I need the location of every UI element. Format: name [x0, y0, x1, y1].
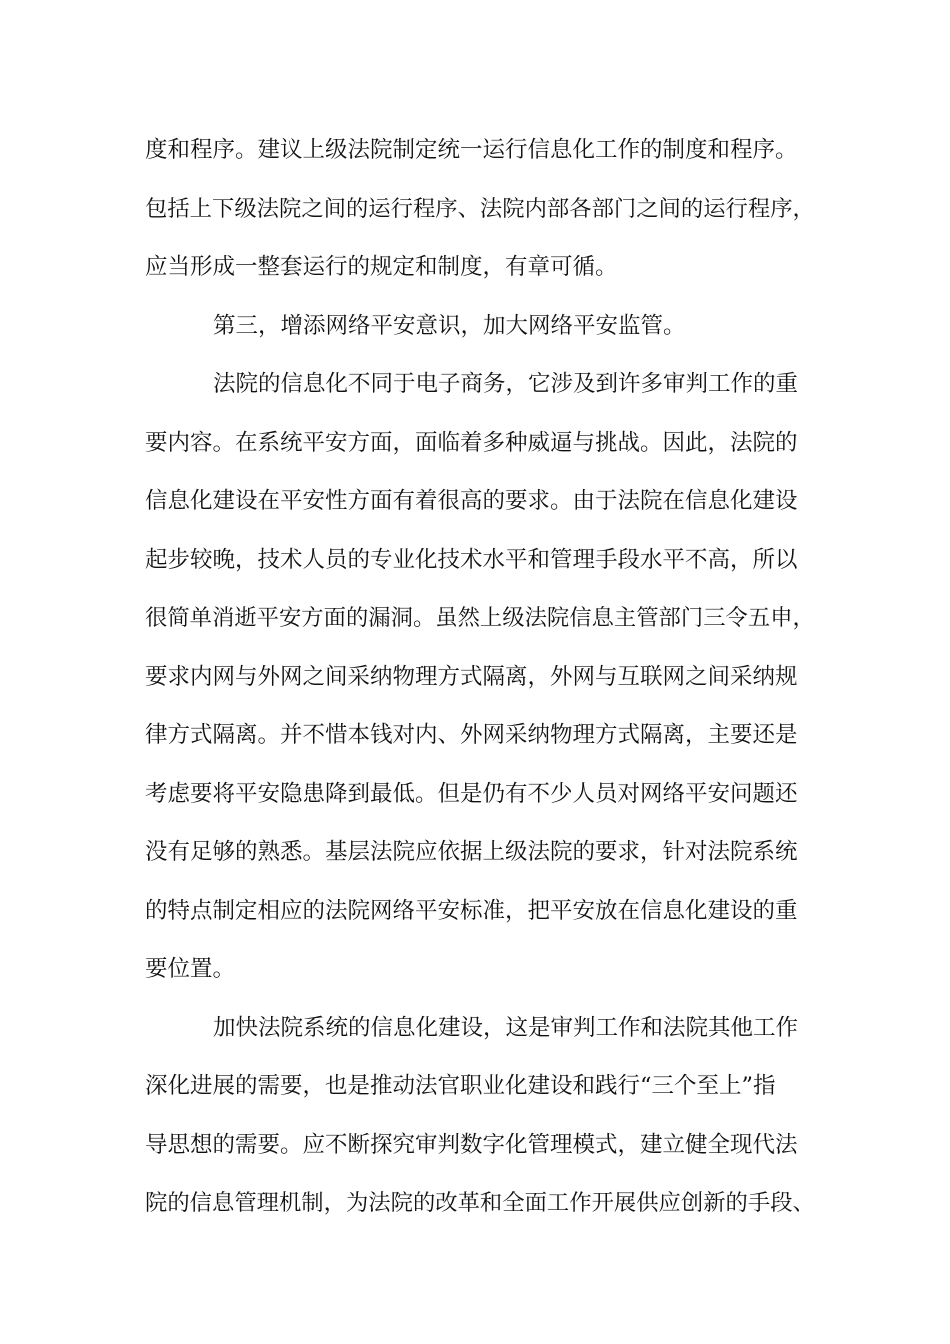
- text-line: 律方式隔离。并不惜本钱对内、外网采纳物理方式隔离，主要还是: [145, 722, 798, 748]
- text-line: 没有足够的熟悉。基层法院应依据上级法院的要求，针对法院系统: [145, 839, 798, 865]
- text-line: 度和程序。建议上级法院制定统一运行信息化工作的制度和程序。: [145, 137, 798, 163]
- text-line: 应当形成一整套运行的规定和制度，有章可循。: [145, 254, 618, 280]
- text-line: 院的信息管理机制，为法院的改革和全面工作开展供应创新的手段、: [145, 1190, 815, 1216]
- text-line: 的特点制定相应的法院网络平安标准，把平安放在信息化建设的重: [145, 898, 798, 924]
- section-heading: 第三，增添网络平安意识，加大网络平安监管。: [213, 313, 686, 339]
- text-line: 深化进展的需要，也是推动法官职业化建设和践行“三个至上”指: [145, 1073, 776, 1099]
- text-line: 信息化建设在平安性方面有着很高的要求。由于法院在信息化建设: [145, 488, 798, 514]
- text-line: 要内容。在系统平安方面，面临着多种威逼与挑战。因此，法院的: [145, 430, 798, 456]
- text-line: 要求内网与外网之间采纳物理方式隔离，外网与互联网之间采纳规: [145, 664, 798, 690]
- text-line: 导思想的需要。应不断探究审判数字化管理模式，建立健全现代法: [145, 1132, 798, 1158]
- text-line: 起步较晚，技术人员的专业化技术水平和管理手段水平不高，所以: [145, 547, 798, 573]
- text-line: 很简单消逝平安方面的漏洞。虽然上级法院信息主管部门三令五申，: [145, 605, 815, 631]
- text-line: 考虑要将平安隐患降到最低。但是仍有不少人员对网络平安问题还: [145, 781, 798, 807]
- text-line: 法院的信息化不同于电子商务，它涉及到许多审判工作的重: [213, 371, 799, 397]
- text-line: 加快法院系统的信息化建设，这是审判工作和法院其他工作: [213, 1015, 799, 1041]
- text-line: 要位置。: [145, 956, 236, 982]
- text-line: 包括上下级法院之间的运行程序、法院内部各部门之间的运行程序，: [145, 196, 815, 222]
